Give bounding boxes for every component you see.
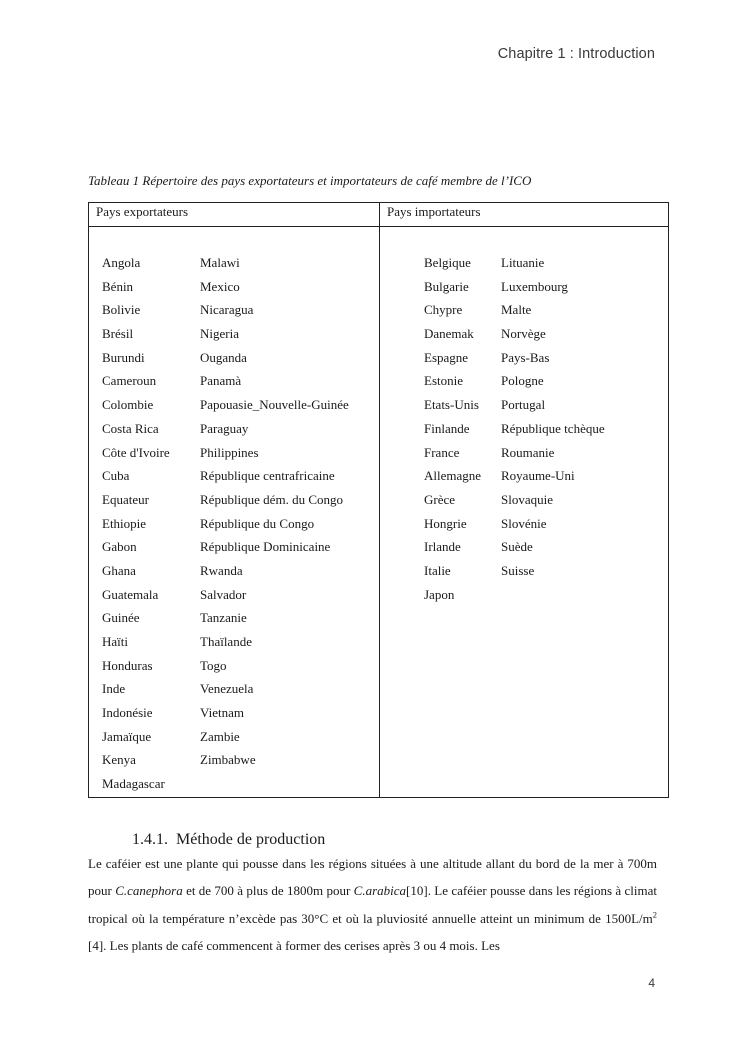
country-cell: Nicaragua bbox=[200, 302, 254, 318]
country-cell: Slovaquie bbox=[501, 491, 553, 507]
country-cell: Honduras bbox=[102, 657, 153, 673]
country-cell: Cameroun bbox=[102, 373, 157, 389]
country-cell: Papouasie_Nouvelle-Guinée bbox=[200, 397, 349, 413]
country-cell: Côte d'Ivoire bbox=[102, 444, 170, 460]
country-cell: Slovénie bbox=[501, 515, 547, 531]
country-cell: Equateur bbox=[102, 491, 149, 507]
country-cell: Panamà bbox=[200, 373, 242, 389]
country-cell: Malawi bbox=[200, 255, 240, 270]
country-cell: Bénin bbox=[102, 278, 134, 294]
country-cell: Ghana bbox=[102, 562, 136, 578]
country-cell: Mexico bbox=[200, 278, 240, 294]
country-cell: Vietnam bbox=[200, 705, 244, 721]
country-cell: Haïti bbox=[102, 634, 128, 649]
country-cell: Indonésie bbox=[102, 705, 153, 721]
country-cell: Brésil bbox=[102, 326, 134, 342]
country-cell: Cuba bbox=[102, 468, 130, 484]
chapter-header: Chapitre 1 : Introduction bbox=[497, 46, 655, 62]
country-cell: Irlande bbox=[424, 539, 461, 555]
country-cell: Suède bbox=[501, 539, 533, 555]
country-cell: France bbox=[424, 444, 460, 460]
country-cell: Danemak bbox=[424, 326, 474, 342]
body-paragraph bbox=[88, 850, 657, 959]
page-number: 4 bbox=[648, 976, 655, 990]
country-cell: Gabon bbox=[102, 539, 137, 555]
country-cell: Thaïlande bbox=[200, 634, 252, 649]
country-cell: Paraguay bbox=[200, 420, 249, 436]
country-cell: République du Congo bbox=[200, 515, 315, 531]
country-cell: Guinée bbox=[102, 610, 140, 626]
header-exporters: Pays exportateurs bbox=[96, 204, 189, 219]
country-cell: Italie bbox=[424, 562, 451, 578]
country-cell: Bolivie bbox=[102, 302, 141, 318]
country-cell: Hongrie bbox=[424, 515, 467, 531]
header-divider bbox=[89, 226, 668, 227]
country-cell: Allemagne bbox=[424, 468, 482, 484]
country-cell: Tanzanie bbox=[200, 610, 247, 626]
country-cell: Bulgarie bbox=[424, 278, 469, 294]
country-cell: Philippines bbox=[200, 444, 259, 460]
country-cell: Suisse bbox=[501, 562, 535, 578]
country-cell: Ouganda bbox=[200, 349, 247, 365]
country-cell: Jamaïque bbox=[102, 728, 152, 744]
country-cell: Etats-Unis bbox=[424, 397, 479, 413]
country-cell: Roumanie bbox=[501, 444, 555, 460]
country-cell: Guatemala bbox=[102, 586, 159, 602]
country-cell: Madagascar bbox=[102, 776, 165, 792]
country-cell: Kenya bbox=[102, 752, 136, 768]
country-cell: Pologne bbox=[501, 373, 544, 389]
country-cell: Grèce bbox=[424, 491, 456, 507]
exporters-column-1 bbox=[102, 251, 170, 796]
section-heading bbox=[132, 831, 325, 849]
country-cell: Espagne bbox=[424, 349, 469, 365]
country-cell: Zimbabwe bbox=[200, 752, 256, 768]
country-cell: Belgique bbox=[424, 255, 471, 270]
para-superscript: 2 bbox=[652, 909, 657, 920]
section-title: Méthode de production bbox=[176, 831, 326, 848]
para-text-3: [10]. Le caféier pousse dans les régions à climat tropical où la température n’excède pas 30°C et où la pluviosité annuelle atteint un minimum de 1500L/m bbox=[88, 883, 657, 926]
country-cell: Malte bbox=[501, 302, 532, 318]
country-cell: Lituanie bbox=[501, 255, 545, 270]
importers-column-2 bbox=[501, 251, 605, 583]
exporters-column-2 bbox=[200, 251, 349, 772]
country-cell: Ethiopie bbox=[102, 515, 147, 531]
country-cell: République tchèque bbox=[501, 420, 605, 436]
country-cell: Salvador bbox=[200, 586, 247, 602]
country-cell: Costa Rica bbox=[102, 420, 159, 436]
country-cell: Angola bbox=[102, 255, 141, 270]
country-cell: République centrafricaine bbox=[200, 468, 335, 484]
para-text-2: et de 700 à plus de 1800m pour bbox=[182, 883, 354, 899]
para-text-1: Le caféier est une plante qui pousse dans les régions situées à une altitude allant du bord de la mer à 700m pour bbox=[88, 856, 657, 899]
section-number: 1.4.1. bbox=[132, 831, 168, 848]
country-cell: Burundi bbox=[102, 349, 145, 365]
para-species-arabica: C.arabica bbox=[353, 883, 407, 899]
country-cell: Chypre bbox=[424, 302, 463, 318]
table-caption: Tableau 1 Répertoire des pays exportateurs et importateurs de café membre de l’ICO bbox=[88, 173, 532, 188]
country-cell: Rwanda bbox=[200, 562, 243, 578]
country-cell: République Dominicaine bbox=[200, 539, 331, 555]
country-cell: Luxembourg bbox=[501, 278, 568, 294]
para-text-4: [4]. Les plants de café commencent à former des cerises après 3 ou 4 mois. Les bbox=[88, 937, 500, 953]
country-cell: Inde bbox=[102, 681, 126, 697]
country-cell: Norvège bbox=[501, 326, 546, 342]
country-cell: Pays-Bas bbox=[501, 349, 550, 365]
country-cell: Portugal bbox=[501, 397, 546, 413]
country-cell: Estonie bbox=[424, 373, 463, 389]
country-cell: Japon bbox=[424, 586, 455, 602]
country-cell: Finlande bbox=[424, 420, 470, 436]
country-cell: Venezuela bbox=[200, 681, 254, 697]
country-cell: Togo bbox=[200, 657, 227, 673]
column-divider bbox=[379, 203, 380, 797]
ico-countries-table bbox=[88, 202, 669, 798]
importers-column-1 bbox=[424, 251, 481, 606]
para-species-canephora: C.canephora bbox=[115, 883, 183, 899]
country-cell: Zambie bbox=[200, 728, 240, 744]
header-importers: Pays importateurs bbox=[387, 204, 481, 219]
country-cell: Nigeria bbox=[200, 326, 239, 342]
country-cell: Colombie bbox=[102, 397, 154, 413]
country-cell: République dém. du Congo bbox=[200, 491, 343, 507]
country-cell: Royaume-Uni bbox=[501, 468, 575, 484]
